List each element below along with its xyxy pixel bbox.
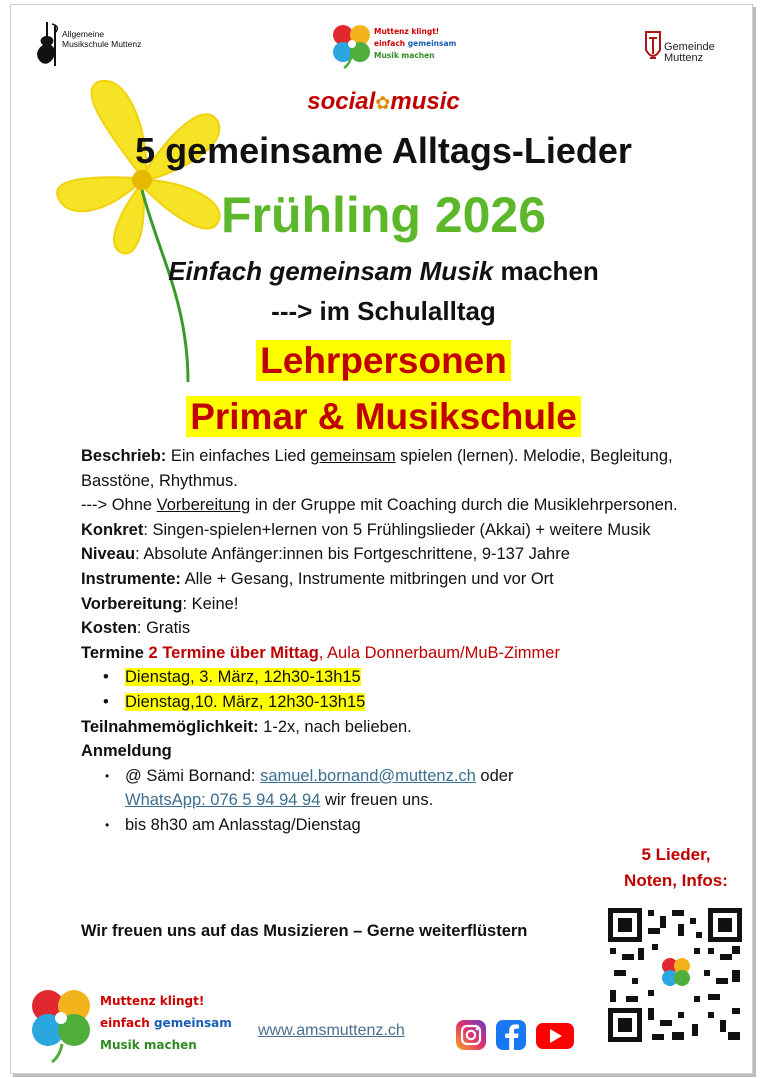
- kosten-paragraph: [81, 616, 691, 641]
- contact-suffix: wir freuen uns.: [320, 791, 434, 810]
- lieder-info-label: [596, 842, 756, 894]
- anmeldung-paragraph: [81, 739, 691, 764]
- description-body: [81, 444, 691, 838]
- bottom-logo-line2a: einfach: [100, 1016, 150, 1030]
- beschrieb-underline: gemeinsam: [310, 447, 396, 465]
- date-item: [125, 690, 691, 715]
- bottom-muttenz-klingt-logo: [24, 984, 234, 1064]
- audience-line1: [0, 339, 767, 383]
- ams-logo-line1: Allgemeine: [62, 29, 105, 39]
- instagram-icon[interactable]: [456, 1020, 486, 1050]
- facebook-icon[interactable]: [496, 1020, 526, 1050]
- coat-of-arms-icon: [642, 28, 664, 68]
- teilnahme-text: 1-2x, nach belieben.: [258, 717, 412, 736]
- anmeldung-label: Anmeldung: [81, 742, 172, 761]
- whatsapp-link[interactable]: WhatsApp: 076 5 94 94 94: [125, 791, 321, 810]
- highlight-primar: Primar & Musikschule: [186, 396, 581, 437]
- page-title: 5 gemeinsame Alltags-Lieder: [135, 130, 632, 171]
- kosten-label: Kosten: [81, 619, 137, 638]
- ohne-paragraph: [81, 493, 691, 518]
- subtitle-rest: machen: [493, 256, 599, 286]
- center-logo-line2a: einfach: [374, 39, 406, 48]
- beschrieb-label: Beschrieb:: [81, 447, 167, 465]
- beschrieb-paragraph: [81, 444, 691, 493]
- konkret-paragraph: [81, 518, 691, 543]
- subtitle-italic: Einfach gemeinsam Musik: [168, 256, 494, 286]
- ohne-text-b: in der Gruppe mit Coaching durch die Musiklehrpersonen.: [250, 496, 678, 515]
- gemeinde-line1: Gemeinde: [664, 41, 715, 53]
- date-2: Dienstag,10. März, 12h30-13h15: [125, 692, 366, 711]
- season-title: Frühling 2026: [220, 187, 547, 243]
- ohne-text-a: ---> Ohne: [81, 496, 157, 515]
- konkret-text: : Singen-spielen+lernen von 5 Frühlingslieder (Akkai) + weitere Musik: [143, 520, 651, 539]
- dates-list: [81, 665, 691, 714]
- contact-prefix: @ Sämi Bornand:: [125, 766, 261, 785]
- instrumente-text: Alle + Gesang, Instrumente mitbringen und vor Ort: [180, 569, 554, 588]
- konkret-label: Konkret: [81, 520, 144, 539]
- ohne-underline: Vorbereitung: [156, 496, 251, 515]
- kosten-text: : Gratis: [136, 619, 191, 638]
- social-text: social: [307, 88, 376, 115]
- beschrieb-text-a: Ein einfaches Lied: [166, 447, 311, 465]
- center-logo-line3: Musik machen: [374, 51, 435, 60]
- gemeinde-muttenz-logo: [642, 28, 742, 68]
- center-logo-line1: Muttenz klingt!: [374, 27, 440, 36]
- social-music-label: [0, 88, 767, 116]
- lieder-line1: 5 Lieder,: [641, 845, 711, 864]
- termine-location: , Aula Donnerbaum/MuB-Zimmer: [318, 643, 560, 662]
- termine-paragraph: [81, 641, 691, 666]
- youtube-icon[interactable]: [536, 1023, 574, 1049]
- niveau-text: : Absolute Anfänger:innen bis Fortgeschrittene, 9-137 Jahre: [135, 545, 570, 564]
- anmeldung-item: [125, 764, 691, 813]
- highlight-lehrpersonen: Lehrpersonen: [256, 340, 511, 381]
- clover-icon: [24, 984, 100, 1064]
- date-1: Dienstag, 3. März, 12h30-13h15: [125, 668, 361, 687]
- teilnahme-label: Teilnahmemöglichkeit:: [81, 717, 259, 736]
- muttenz-klingt-logo: [330, 22, 460, 72]
- termine-bold: 2 Termine über Mittag: [143, 643, 319, 662]
- instrumente-label: Instrumente:: [81, 569, 181, 588]
- niveau-label: Niveau: [81, 545, 136, 564]
- center-logo-line2b: gemeinsam: [407, 39, 457, 48]
- ams-logo-line2: Musikschule Muttenz: [62, 39, 142, 49]
- teilnahme-paragraph: [81, 715, 691, 740]
- flower-icon: ✿: [375, 93, 391, 113]
- beschrieb-text-b: spielen (lernen). Melodie, Begleitung, Basstöne, Rhythmus.: [81, 447, 673, 490]
- anmeldung-item: [125, 813, 691, 838]
- bottom-logo-line1: Muttenz klingt!: [100, 994, 205, 1008]
- bottom-logo-line2b: gemeinsam: [153, 1016, 232, 1030]
- date-item: [125, 665, 691, 690]
- subtitle-line1: [0, 256, 767, 287]
- subtitle-line2: ---> im Schulalltag: [271, 296, 496, 326]
- violin-icon: [32, 20, 62, 68]
- ams-logo: [32, 20, 172, 68]
- instrumente-paragraph: [81, 567, 691, 592]
- anmeldung-list: [81, 764, 691, 838]
- niveau-paragraph: [81, 542, 691, 567]
- email-link[interactable]: samuel.bornand@muttenz.ch: [260, 766, 476, 785]
- music-text: music: [390, 88, 460, 115]
- deadline-text: bis 8h30 am Anlasstag/Dienstag: [125, 815, 361, 834]
- gemeinde-line2: Muttenz: [664, 52, 704, 64]
- qr-code[interactable]: [608, 908, 742, 1042]
- lieder-line2: Noten, Infos:: [624, 871, 728, 890]
- bottom-logo-line3: Musik machen: [100, 1038, 197, 1052]
- website-link[interactable]: www.amsmuttenz.ch: [258, 1022, 405, 1039]
- termine-label: Termine: [81, 643, 144, 662]
- clover-icon: [330, 22, 374, 70]
- closing-line: Wir freuen uns auf das Musizieren – Gerne weiterflüstern: [81, 922, 528, 940]
- audience-line2: [0, 395, 767, 439]
- vorbereitung-label: Vorbereitung: [81, 594, 183, 613]
- vorbereitung-text: : Keine!: [182, 594, 239, 613]
- social-media-icons: [456, 1018, 576, 1052]
- contact-oder: oder: [475, 766, 514, 785]
- vorbereitung-paragraph: [81, 592, 691, 617]
